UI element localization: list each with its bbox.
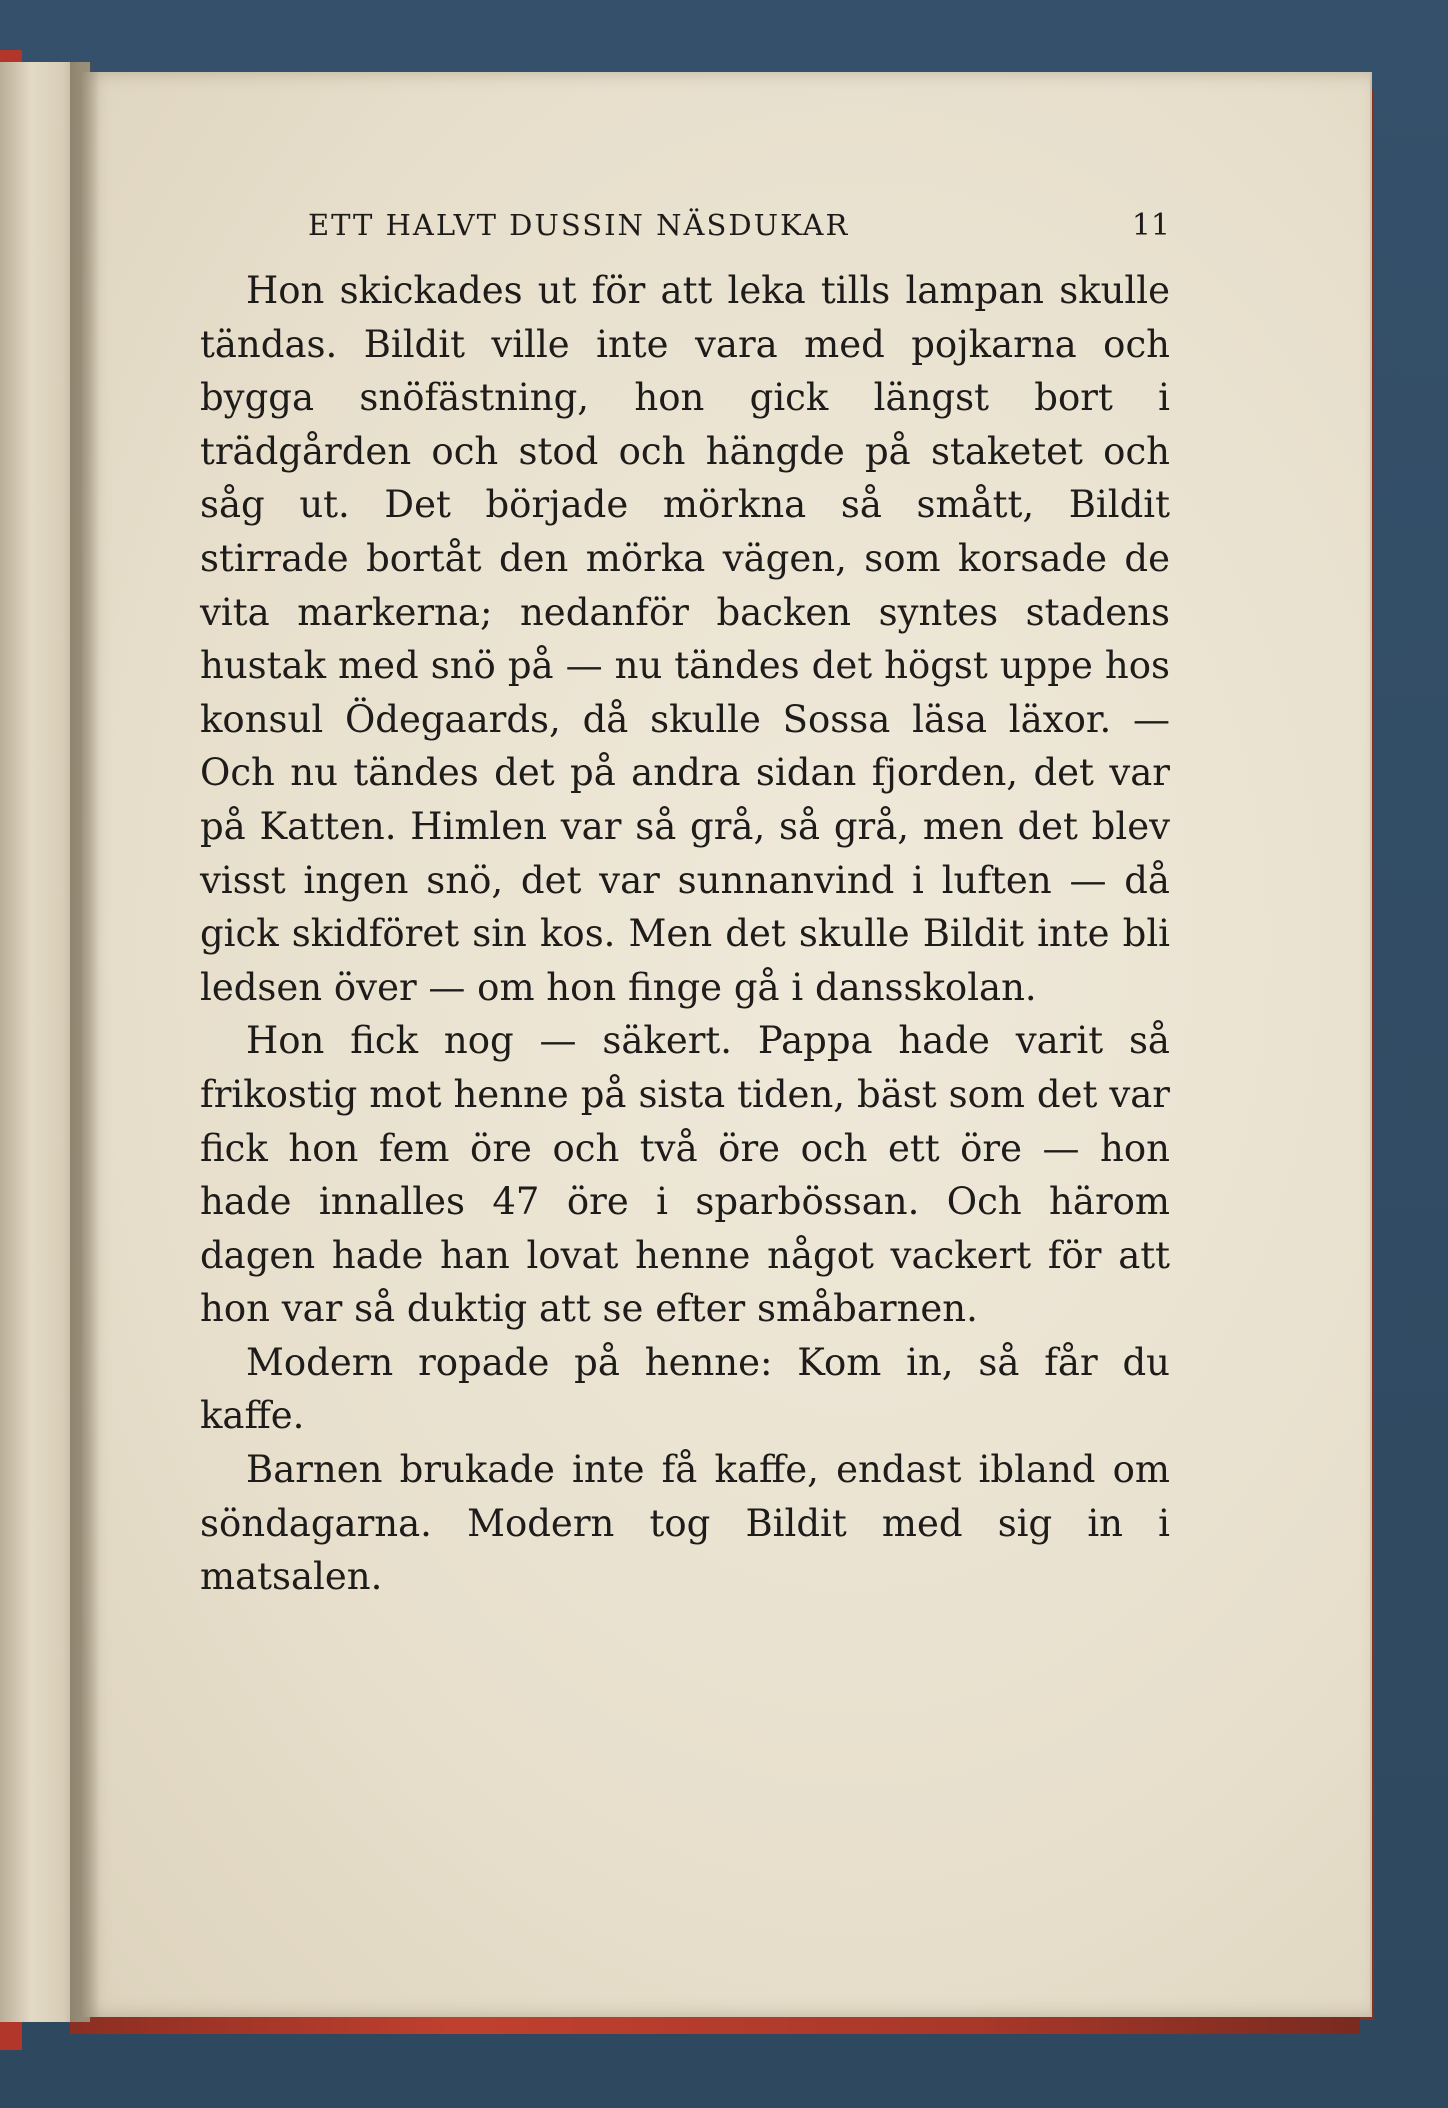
paragraph: Hon fick nog — säkert. Pappa hade varit så frikostig mot henne på sista tiden, bäst som det var fick hon fem öre och två öre och ett öre — hon hade innalles 47 öre i sparbössan. Och härom dagen hade han lovat henne något vackert för att hon var så duktig att se efter småbarnen.	[200, 1019, 1170, 1331]
book-page	[82, 72, 1372, 2017]
paragraph: Barnen brukade inte få kaffe, endast ibland om söndagarna. Modern tog Bildit med sig in i matsalen.	[200, 1448, 1170, 1599]
page-number: 11	[1131, 208, 1170, 243]
running-head	[200, 208, 1170, 264]
paragraph: Modern ropade på henne: Kom in, så får du kaffe.	[200, 1340, 1170, 1438]
running-head-title: ETT HALVT DUSSIN NÄSDUKAR	[308, 208, 850, 242]
page-text	[200, 208, 1170, 1604]
paragraph: Hon skickades ut för att leka tills lampan skulle tändas. Bildit ville inte vara med pojkarna och bygga snöfästning, hon gick längst bort i trädgården och stod och hängde på staketet och såg ut. Det började mörkna så smått, Bildit stirrade bortåt den mörka vägen, som korsade de vita markerna; nedanför backen syntes stadens hustak med snö på — nu tändes det högst uppe hos konsul Ödegaards, då skulle Sossa läsa läxor. — Och nu tändes det på andra sidan fjorden, det var på Katten. Himlen var så grå, så grå, men det blev visst ingen snö, det var sunnanvind i luften — då gick skidföret sin kos. Men det skulle Bildit inte bli ledsen över — om hon finge gå i dansskolan.	[200, 269, 1170, 1009]
page-gutter-shadow	[70, 62, 100, 2022]
